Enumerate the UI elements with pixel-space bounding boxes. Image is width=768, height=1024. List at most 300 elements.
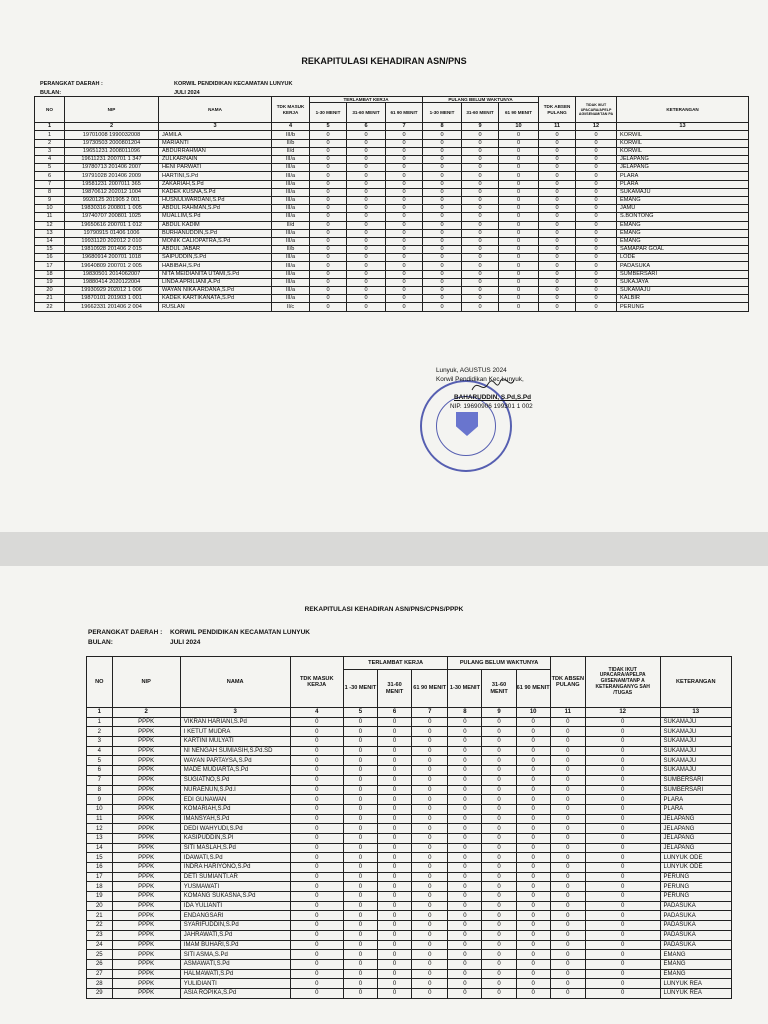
row-count: 0 — [343, 959, 377, 969]
row-number: 4 — [35, 156, 65, 164]
row-count: 0 — [310, 270, 347, 278]
perangkat-value: KORWIL PENDIDIKAN KECAMATAN LUNYUK — [170, 629, 310, 636]
row-tdk-masuk: 0 — [290, 988, 343, 998]
row-count: 0 — [482, 921, 516, 931]
row-tdk-masuk: 0 — [290, 775, 343, 785]
row-count: 0 — [412, 882, 448, 892]
row-keterangan: JELAPANG — [660, 814, 732, 824]
row-golongan: III/a — [272, 262, 310, 270]
column-number: 5 — [343, 708, 377, 718]
row-count: 0 — [343, 824, 377, 834]
row-keterangan: LUNYUK REA — [660, 979, 732, 989]
row-count: 0 — [310, 262, 347, 270]
row-number: 2 — [87, 727, 113, 737]
column-number: 7 — [412, 708, 448, 718]
table-row — [87, 814, 732, 824]
row-count: 0 — [516, 795, 550, 805]
row-nama: JAMILA — [159, 131, 272, 139]
row-count: 0 — [378, 853, 412, 863]
row-count: 0 — [539, 139, 576, 147]
row-nama: IDA YULIANTI — [180, 901, 290, 911]
row-count: 0 — [378, 737, 412, 747]
row-nip: 19701008 1990032008 — [65, 131, 159, 139]
row-nama: KADEK KUSNA,S.Pd — [159, 188, 272, 196]
row-keterangan: SUKAMAJU — [660, 746, 732, 756]
row-count: 0 — [499, 180, 539, 188]
row-count: 0 — [412, 824, 448, 834]
row-count: 0 — [482, 737, 516, 747]
row-status: PPPK — [112, 727, 180, 737]
row-count: 0 — [539, 229, 576, 237]
row-count: 0 — [550, 775, 585, 785]
row-keterangan: LUNYUK ODE — [660, 863, 732, 873]
table-row — [35, 295, 749, 303]
row-tdk-masuk: 0 — [290, 785, 343, 795]
row-count: 0 — [448, 921, 482, 931]
col-keterangan: KETERANGAN — [660, 657, 732, 708]
row-count: 0 — [310, 287, 347, 295]
col-tdk-masuk: TDK MASUK KERJA — [272, 97, 310, 123]
row-count: 0 — [585, 795, 660, 805]
row-count: 0 — [550, 892, 585, 902]
row-count: 0 — [482, 940, 516, 950]
row-count: 0 — [423, 254, 462, 262]
row-golongan: II/b — [272, 246, 310, 254]
row-keterangan: EMANG — [660, 950, 732, 960]
row-count: 0 — [462, 262, 499, 270]
row-nama: ABDURRAHMAN — [159, 147, 272, 155]
row-count: 0 — [412, 872, 448, 882]
row-count: 0 — [412, 843, 448, 853]
row-count: 0 — [412, 766, 448, 776]
row-count: 0 — [539, 303, 576, 311]
row-count: 0 — [585, 872, 660, 882]
row-count: 0 — [462, 205, 499, 213]
row-golongan: III/a — [272, 229, 310, 237]
row-keterangan: PADASUKA — [660, 940, 732, 950]
row-count: 0 — [343, 853, 377, 863]
sheet2-meta — [88, 628, 310, 648]
row-tdk-masuk: 0 — [290, 727, 343, 737]
row-keterangan: SUKAMAJU — [660, 727, 732, 737]
row-keterangan: EMANG — [617, 237, 749, 245]
row-nama: I KETUT MUDRA — [180, 727, 290, 737]
row-nama: RUSLAN — [159, 303, 272, 311]
row-count: 0 — [585, 824, 660, 834]
row-golongan: III/a — [272, 156, 310, 164]
row-count: 0 — [378, 746, 412, 756]
row-count: 0 — [343, 737, 377, 747]
row-count: 0 — [585, 785, 660, 795]
row-count: 0 — [378, 988, 412, 998]
row-nip: 19730503 2000801204 — [65, 139, 159, 147]
row-count: 0 — [516, 863, 550, 873]
table-row — [35, 287, 749, 295]
row-status: PPPK — [112, 863, 180, 873]
row-count: 0 — [343, 979, 377, 989]
row-number: 6 — [87, 766, 113, 776]
row-count: 0 — [585, 766, 660, 776]
table-row — [87, 795, 732, 805]
row-number: 20 — [35, 287, 65, 295]
row-count: 0 — [516, 746, 550, 756]
row-count: 0 — [462, 188, 499, 196]
table-row — [87, 863, 732, 873]
row-count: 0 — [412, 814, 448, 824]
col-p2: 31-60 MENIT — [462, 103, 499, 123]
row-count: 0 — [550, 853, 585, 863]
row-number: 14 — [35, 237, 65, 245]
row-nip: 19830316 200801 1 005 — [65, 205, 159, 213]
row-nama: EDI GUNAWAN — [180, 795, 290, 805]
row-count: 0 — [585, 756, 660, 766]
row-count: 0 — [576, 254, 617, 262]
row-status: PPPK — [112, 756, 180, 766]
row-nama: SITI ASMA,S.Pd — [180, 950, 290, 960]
row-nip: 19870101 201903 1 001 — [65, 295, 159, 303]
row-count: 0 — [539, 237, 576, 245]
row-keterangan: LUNYUK REA — [660, 988, 732, 998]
row-count: 0 — [343, 940, 377, 950]
row-count: 0 — [576, 156, 617, 164]
row-count: 0 — [412, 959, 448, 969]
row-count: 0 — [343, 775, 377, 785]
row-count: 0 — [550, 824, 585, 834]
row-count: 0 — [448, 766, 482, 776]
row-nama: WAYAN PARTAYSA,S.Pd — [180, 756, 290, 766]
row-count: 0 — [386, 188, 423, 196]
row-count: 0 — [448, 988, 482, 998]
signature-block — [436, 366, 533, 411]
row-count: 0 — [550, 756, 585, 766]
row-count: 0 — [499, 147, 539, 155]
row-count: 0 — [516, 959, 550, 969]
row-status: PPPK — [112, 921, 180, 931]
row-count: 0 — [482, 795, 516, 805]
row-nama: MONIK CALIOPATRA,S.Pd — [159, 237, 272, 245]
row-count: 0 — [423, 156, 462, 164]
sign-nip: NIP. 19690906 199301 1 002 — [450, 403, 533, 410]
row-golongan: III/a — [272, 205, 310, 213]
row-count: 0 — [499, 205, 539, 213]
row-count: 0 — [499, 196, 539, 204]
row-count: 0 — [386, 295, 423, 303]
row-count: 0 — [448, 930, 482, 940]
row-count: 0 — [378, 863, 412, 873]
row-number: 3 — [35, 147, 65, 155]
row-keterangan: JELAPANG — [660, 843, 732, 853]
row-count: 0 — [462, 270, 499, 278]
table-row — [35, 139, 749, 147]
row-count: 0 — [386, 270, 423, 278]
row-count: 0 — [343, 921, 377, 931]
row-count: 0 — [550, 833, 585, 843]
row-keterangan: JAMU — [617, 205, 749, 213]
row-count: 0 — [386, 131, 423, 139]
row-count: 0 — [499, 164, 539, 172]
row-number: 23 — [87, 930, 113, 940]
row-count: 0 — [576, 196, 617, 204]
row-status: PPPK — [112, 766, 180, 776]
row-count: 0 — [378, 833, 412, 843]
row-keterangan: S.BONTONG — [617, 213, 749, 221]
row-nama: HENI PARWATI — [159, 164, 272, 172]
row-count: 0 — [412, 775, 448, 785]
table-row — [87, 921, 732, 931]
row-count: 0 — [412, 863, 448, 873]
row-status: PPPK — [112, 979, 180, 989]
row-count: 0 — [550, 746, 585, 756]
row-count: 0 — [482, 901, 516, 911]
row-number: 18 — [87, 882, 113, 892]
row-count: 0 — [482, 979, 516, 989]
row-count: 0 — [448, 940, 482, 950]
row-count: 0 — [576, 147, 617, 155]
row-nama: SAIPUDDIN,S.Pd — [159, 254, 272, 262]
row-count: 0 — [423, 205, 462, 213]
row-count: 0 — [482, 988, 516, 998]
row-tdk-masuk: 0 — [290, 959, 343, 969]
row-count: 0 — [448, 795, 482, 805]
row-count: 0 — [412, 921, 448, 931]
row-count: 0 — [448, 872, 482, 882]
row-count: 0 — [386, 213, 423, 221]
row-status: PPPK — [112, 988, 180, 998]
row-count: 0 — [347, 196, 386, 204]
row-nama: KOMANG SUKASNA,S.Pd — [180, 892, 290, 902]
row-count: 0 — [499, 139, 539, 147]
column-number: 13 — [617, 123, 749, 131]
row-number: 17 — [35, 262, 65, 270]
row-count: 0 — [482, 824, 516, 834]
row-number: 12 — [87, 824, 113, 834]
row-count: 0 — [448, 979, 482, 989]
column-number: 1 — [87, 708, 113, 718]
perangkat-label: PERANGKAT DAERAH : — [88, 629, 163, 636]
row-count: 0 — [462, 147, 499, 155]
row-count: 0 — [343, 717, 377, 727]
row-count: 0 — [585, 988, 660, 998]
row-nip: 19650616 200701 1 012 — [65, 221, 159, 229]
row-count: 0 — [482, 872, 516, 882]
table-row — [87, 911, 732, 921]
row-count: 0 — [448, 775, 482, 785]
row-count: 0 — [499, 172, 539, 180]
table-row — [35, 303, 749, 311]
table-row — [35, 278, 749, 286]
row-keterangan: SUKAMAJU — [617, 188, 749, 196]
row-count: 0 — [539, 254, 576, 262]
row-keterangan: PERUNG — [660, 892, 732, 902]
column-number-row — [35, 123, 749, 131]
row-count: 0 — [516, 853, 550, 863]
row-golongan: III/a — [272, 180, 310, 188]
row-count: 0 — [347, 131, 386, 139]
row-nama: IMANSYAH,S.Pd — [180, 814, 290, 824]
col-t3: 61 90 MENIT — [386, 103, 423, 123]
row-count: 0 — [378, 766, 412, 776]
row-count: 0 — [462, 213, 499, 221]
row-number: 10 — [87, 804, 113, 814]
row-number: 12 — [35, 221, 65, 229]
col-t2: 31-60 MENIT — [347, 103, 386, 123]
table-row — [35, 196, 749, 204]
row-count: 0 — [347, 221, 386, 229]
table-row — [87, 988, 732, 998]
row-count: 0 — [378, 940, 412, 950]
row-status: PPPK — [112, 969, 180, 979]
row-count: 0 — [576, 131, 617, 139]
attendance-sheet-pppk — [0, 566, 768, 1024]
row-tdk-masuk: 0 — [290, 930, 343, 940]
row-count: 0 — [516, 950, 550, 960]
col-no: NO — [87, 657, 113, 708]
row-count: 0 — [448, 746, 482, 756]
row-keterangan: PLARA — [660, 795, 732, 805]
row-keterangan: JELAPANG — [617, 156, 749, 164]
table-row — [35, 270, 749, 278]
row-count: 0 — [539, 287, 576, 295]
row-count: 0 — [343, 882, 377, 892]
row-count: 0 — [412, 804, 448, 814]
table-row — [87, 833, 732, 843]
row-count: 0 — [516, 717, 550, 727]
col-t2: 31-60 MENIT — [378, 670, 412, 708]
row-count: 0 — [448, 717, 482, 727]
row-count: 0 — [378, 950, 412, 960]
row-keterangan: PLARA — [660, 804, 732, 814]
row-count: 0 — [585, 959, 660, 969]
column-number: 11 — [550, 708, 585, 718]
row-count: 0 — [539, 246, 576, 254]
row-tdk-masuk: 0 — [290, 979, 343, 989]
row-count: 0 — [412, 940, 448, 950]
col-tdk-masuk: TDK MASUK KERJA — [290, 657, 343, 708]
row-count: 0 — [576, 139, 617, 147]
row-count: 0 — [310, 278, 347, 286]
row-tdk-masuk: 0 — [290, 901, 343, 911]
row-count: 0 — [423, 270, 462, 278]
row-number: 5 — [87, 756, 113, 766]
column-number-row — [87, 708, 732, 718]
table-row — [87, 882, 732, 892]
row-count: 0 — [576, 270, 617, 278]
table-row — [87, 979, 732, 989]
row-count: 0 — [576, 303, 617, 311]
row-keterangan: SUKAMAJU — [660, 717, 732, 727]
row-count: 0 — [386, 180, 423, 188]
row-count: 0 — [499, 262, 539, 270]
row-count: 0 — [347, 262, 386, 270]
row-count: 0 — [378, 804, 412, 814]
row-count: 0 — [343, 930, 377, 940]
row-count: 0 — [412, 833, 448, 843]
row-count: 0 — [539, 147, 576, 155]
row-status: PPPK — [112, 940, 180, 950]
row-keterangan: KORWIL — [617, 131, 749, 139]
row-golongan: II/b — [272, 139, 310, 147]
column-number: 9 — [462, 123, 499, 131]
row-nip: 19780713 201406 2007 — [65, 164, 159, 172]
row-number: 29 — [87, 988, 113, 998]
row-count: 0 — [347, 139, 386, 147]
row-keterangan: SUKAMAJU — [660, 737, 732, 747]
row-count: 0 — [499, 188, 539, 196]
row-golongan: III/b — [272, 131, 310, 139]
row-count: 0 — [347, 278, 386, 286]
row-count: 0 — [448, 756, 482, 766]
column-number: 3 — [180, 708, 290, 718]
row-count: 0 — [386, 139, 423, 147]
row-count: 0 — [462, 229, 499, 237]
row-count: 0 — [343, 843, 377, 853]
row-count: 0 — [310, 164, 347, 172]
row-tdk-masuk: 0 — [290, 921, 343, 931]
row-number: 17 — [87, 872, 113, 882]
row-tdk-masuk: 0 — [290, 804, 343, 814]
row-tdk-masuk: 0 — [290, 746, 343, 756]
row-count: 0 — [423, 139, 462, 147]
row-nip: 19581231 2007011 365 — [65, 180, 159, 188]
row-count: 0 — [423, 229, 462, 237]
bulan-label: BULAN: — [88, 639, 113, 646]
row-nama: SUGIATNO,S.Pd — [180, 775, 290, 785]
row-count: 0 — [585, 814, 660, 824]
row-status: PPPK — [112, 814, 180, 824]
row-number: 20 — [87, 901, 113, 911]
row-count: 0 — [550, 921, 585, 931]
column-number: 2 — [65, 123, 159, 131]
row-golongan: III/a — [272, 287, 310, 295]
table-row — [87, 766, 732, 776]
row-count: 0 — [310, 254, 347, 262]
row-count: 0 — [378, 979, 412, 989]
row-count: 0 — [310, 131, 347, 139]
row-count: 0 — [378, 892, 412, 902]
row-nama: HABIBAH,S.Pd — [159, 262, 272, 270]
row-number: 15 — [35, 246, 65, 254]
row-count: 0 — [423, 221, 462, 229]
row-count: 0 — [378, 717, 412, 727]
row-number: 8 — [35, 188, 65, 196]
row-count: 0 — [585, 940, 660, 950]
row-keterangan: EMANG — [660, 959, 732, 969]
table-row — [87, 843, 732, 853]
row-nip: 19830501 2014062007 — [65, 270, 159, 278]
row-tdk-masuk: 0 — [290, 843, 343, 853]
table-row — [35, 172, 749, 180]
row-count: 0 — [585, 717, 660, 727]
row-count: 0 — [499, 131, 539, 139]
row-count: 0 — [550, 863, 585, 873]
row-tdk-masuk: 0 — [290, 892, 343, 902]
row-count: 0 — [482, 775, 516, 785]
row-count: 0 — [448, 882, 482, 892]
row-keterangan: EMANG — [617, 221, 749, 229]
table-row — [87, 930, 732, 940]
row-tdk-masuk: 0 — [290, 872, 343, 882]
table-row — [35, 237, 749, 245]
row-count: 0 — [539, 262, 576, 270]
column-number: 12 — [585, 708, 660, 718]
row-status: PPPK — [112, 950, 180, 960]
row-count: 0 — [499, 254, 539, 262]
row-count: 0 — [499, 221, 539, 229]
table-row — [35, 131, 749, 139]
row-keterangan: SUMBERSARI — [617, 270, 749, 278]
table-row — [87, 727, 732, 737]
row-count: 0 — [516, 882, 550, 892]
